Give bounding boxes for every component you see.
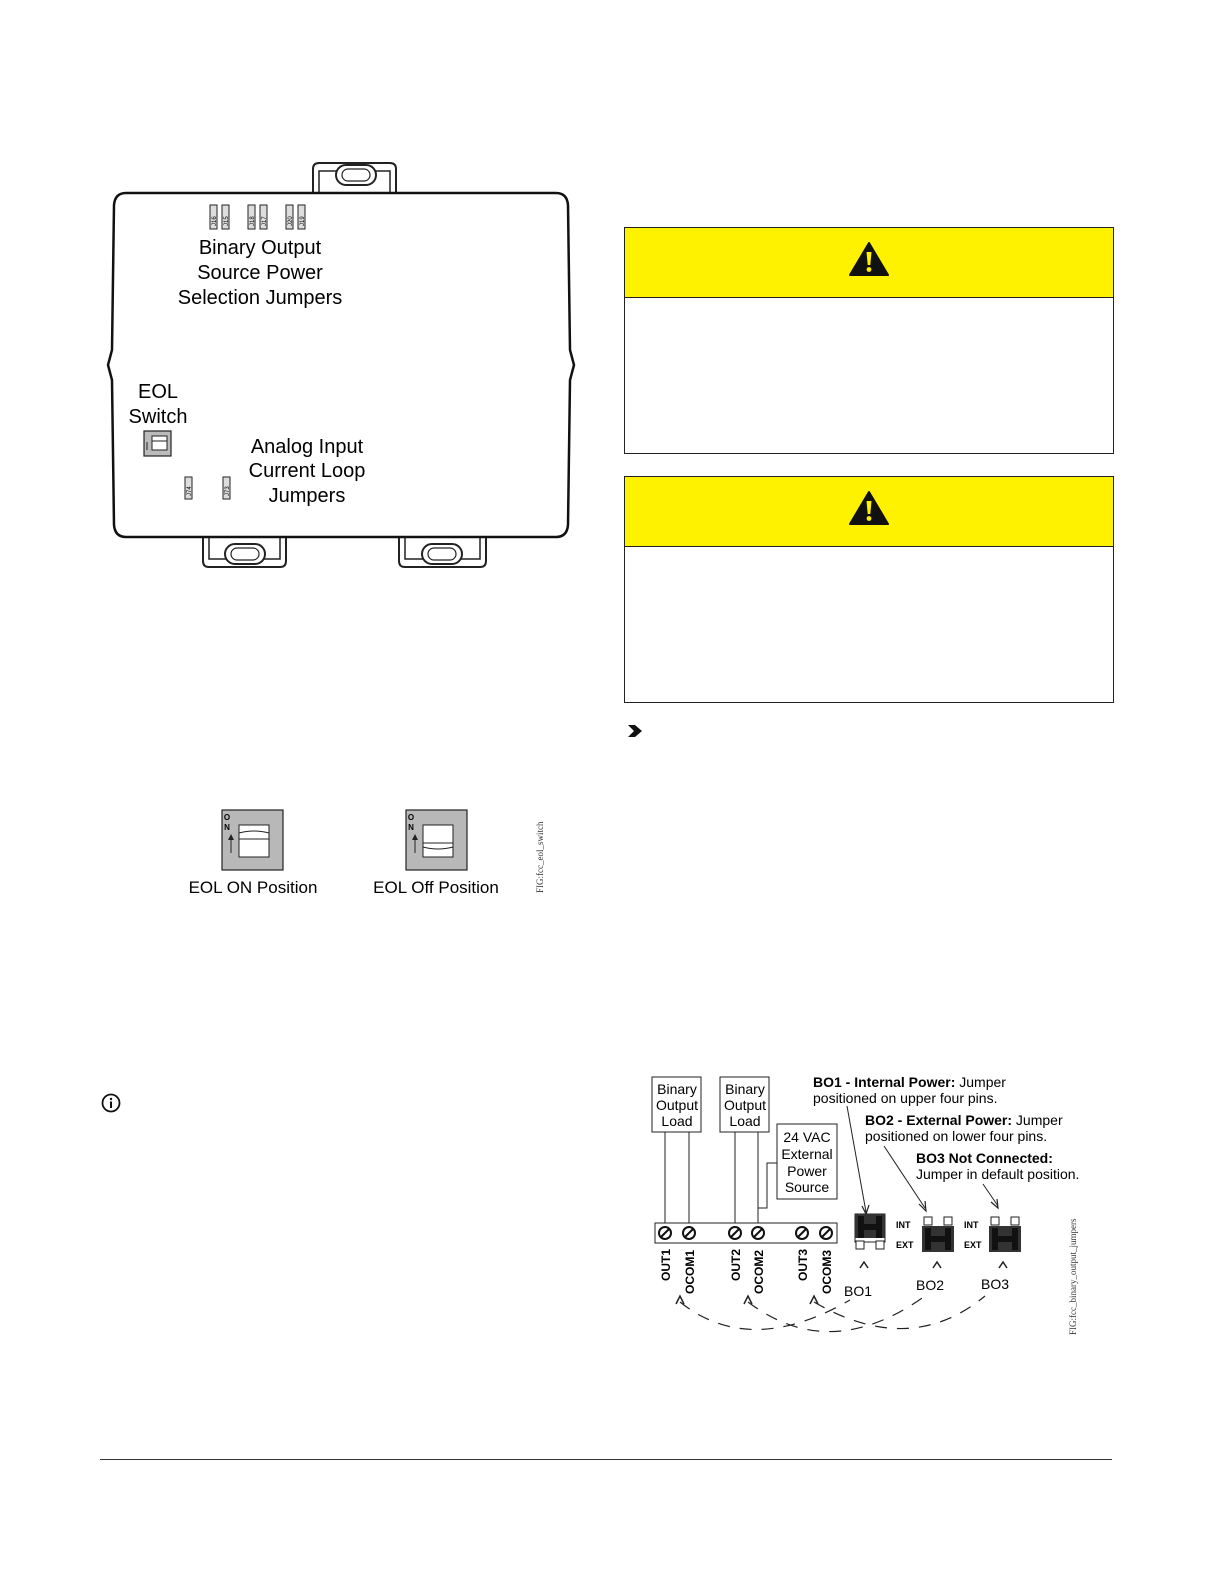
bo-wiring-diagram	[640, 1068, 1100, 1348]
terminal-label: OCOM2	[752, 1249, 766, 1294]
load-label: Load	[729, 1113, 761, 1129]
jumper-label: J17	[262, 216, 268, 226]
bo-jumpers-label: Source Power	[197, 262, 323, 284]
jumper-label: BO3	[980, 1276, 1010, 1292]
footer-divider	[100, 1459, 1112, 1460]
load-label: Output	[655, 1097, 699, 1113]
jumper-label: J16	[212, 216, 218, 226]
bo-jumpers-label: Binary Output	[198, 237, 322, 259]
jumper-label: J73	[225, 486, 231, 496]
terminal-label: OCOM3	[820, 1249, 834, 1294]
on-mark: N	[408, 823, 414, 832]
figure-id: FIG:fcc_binary_output_jumpers	[1068, 1218, 1078, 1335]
bo3-note-line2: Jumper in default position.	[916, 1166, 1080, 1182]
terminal-label: OUT2	[729, 1248, 743, 1281]
warning-triangle-icon	[848, 490, 890, 526]
caution-header	[625, 477, 1113, 547]
source-label: 24 VAC	[783, 1129, 831, 1145]
on-mark: N	[224, 823, 230, 832]
source-label: Power	[787, 1163, 827, 1179]
ext-label: EXT	[964, 1240, 982, 1250]
eol-off-switch-icon	[406, 810, 467, 870]
jumper-label: J15	[224, 216, 230, 226]
warning-triangle-icon	[848, 241, 890, 277]
bo1-note-line2: positioned on upper four pins.	[813, 1090, 998, 1106]
info-icon	[101, 1093, 121, 1113]
load-box	[652, 1077, 701, 1132]
terminal-label: OUT1	[659, 1248, 673, 1281]
bo3-note: BO3 Not Connected:	[916, 1150, 1053, 1166]
caution-box	[624, 476, 1114, 703]
ai-jumpers-label: Current Loop	[248, 460, 366, 482]
jumper-label: J20	[288, 216, 294, 226]
eol-off-caption: EOL Off Position	[373, 878, 499, 897]
eol-switch-diagram	[180, 805, 520, 900]
int-label: INT	[896, 1220, 911, 1230]
eol-on-switch-icon	[222, 810, 283, 870]
load-label: Load	[661, 1113, 693, 1129]
load-label: Output	[723, 1097, 767, 1113]
bo1-note: BO1 - Internal Power: Jumper	[813, 1074, 1006, 1090]
bo1-jumper	[855, 1214, 885, 1249]
source-label: External	[781, 1146, 833, 1162]
bo2-note-line2: positioned on lower four pins.	[865, 1128, 1048, 1144]
external-source-box	[777, 1124, 837, 1199]
eol-switch-icon	[144, 431, 171, 456]
load-label: Binary	[657, 1081, 697, 1097]
jumper-label: J19	[300, 216, 306, 226]
load-box	[720, 1077, 769, 1132]
terminal-label: OCOM1	[683, 1249, 697, 1294]
eol-on-caption: EOL ON Position	[188, 878, 318, 897]
controller-diagram	[100, 155, 580, 575]
source-label: Source	[784, 1179, 830, 1195]
bo2-jumper	[922, 1217, 954, 1252]
caution-box	[624, 227, 1114, 454]
eol-label: EOL	[137, 381, 179, 403]
bo3-jumper	[989, 1217, 1021, 1252]
bo-jumpers-label: Selection Jumpers	[177, 287, 343, 309]
ai-jumpers-label: Jumpers	[268, 485, 346, 507]
on-mark: O	[223, 813, 231, 822]
jumper-label: BO1	[843, 1283, 873, 1299]
terminal-label: OUT3	[796, 1248, 810, 1281]
on-mark: O	[407, 813, 415, 822]
chevron-bullet-icon	[627, 724, 643, 738]
int-label: INT	[964, 1220, 979, 1230]
bo2-note: BO2 - External Power: Jumper	[865, 1112, 1063, 1128]
jumper-label: J74	[187, 486, 193, 496]
load-label: Binary	[725, 1081, 765, 1097]
eol-label: Switch	[128, 406, 188, 428]
ext-label: EXT	[896, 1240, 914, 1250]
figure-id: FIG:fcc_eol_switch	[535, 821, 545, 893]
ai-jumpers-label: Analog Input	[250, 436, 364, 458]
jumper-label: J18	[250, 216, 256, 226]
jumper-label: BO2	[915, 1277, 945, 1293]
caution-header	[625, 228, 1113, 298]
